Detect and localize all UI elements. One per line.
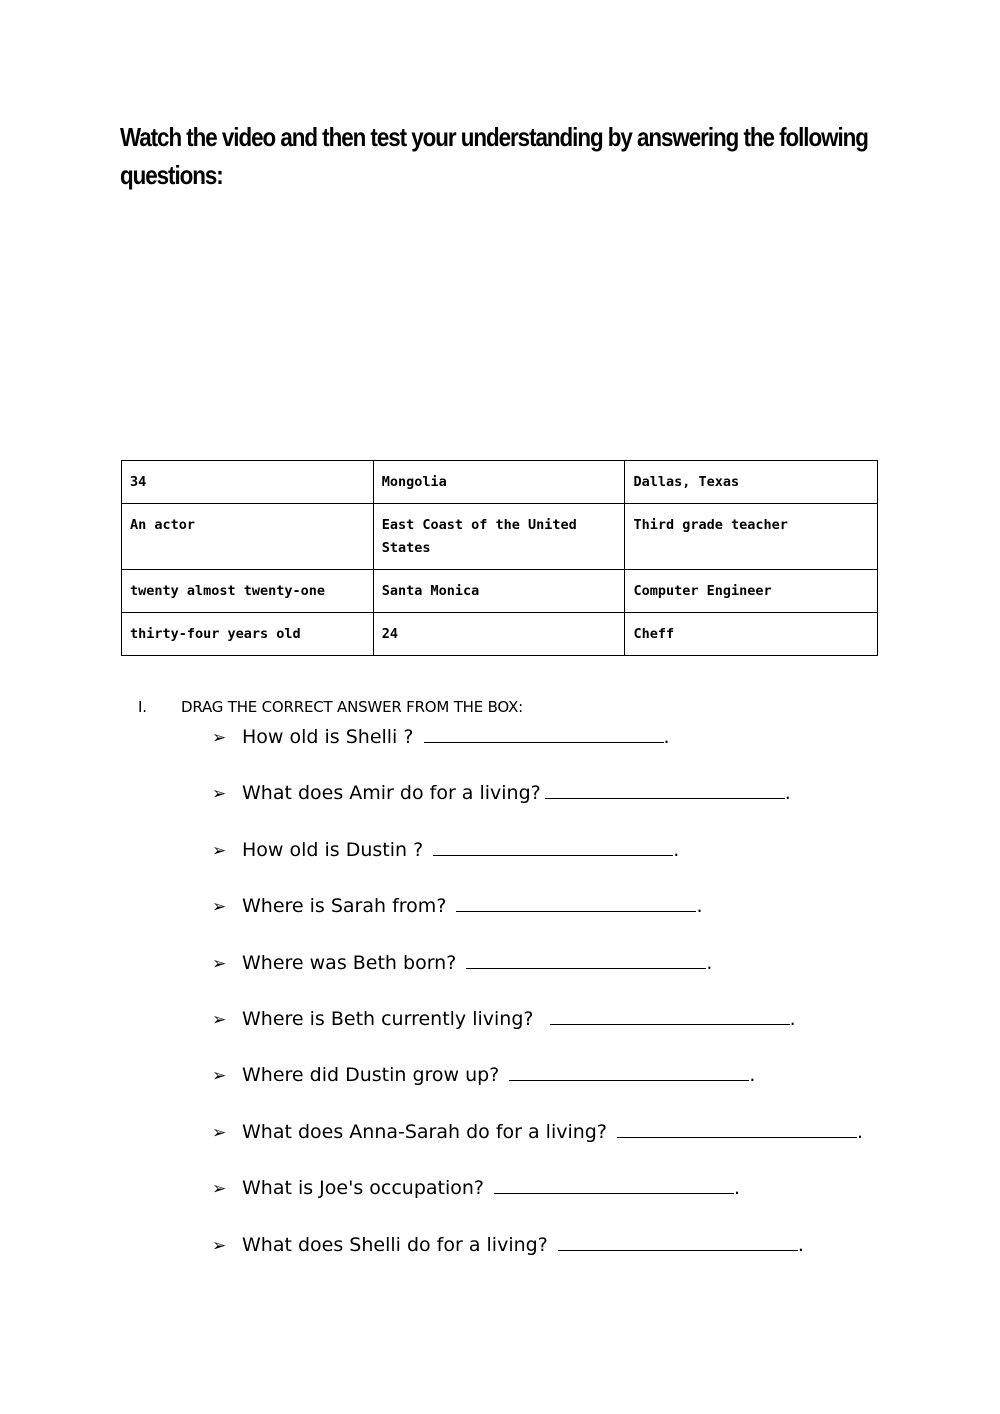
question-text: What does Amir do for a living? (242, 782, 541, 805)
answer-option[interactable]: 24 (373, 613, 625, 656)
arrowhead-bullet-icon: ➢ (212, 1066, 227, 1087)
arrowhead-bullet-icon: ➢ (212, 784, 227, 805)
list-item: ➢ How old is Dustin ? . (212, 835, 863, 891)
list-item: ➢ How old is Shelli ? . (212, 722, 863, 778)
section-numeral: I. (138, 698, 147, 716)
arrowhead-bullet-icon: ➢ (212, 1179, 227, 1200)
page-title: Watch the video and then test your understanding by answering the following questions: (120, 122, 868, 190)
question-text: Where was Beth born? (242, 951, 457, 974)
section-heading (138, 698, 523, 716)
question-text: Where did Dustin grow up? (242, 1064, 500, 1087)
answer-option[interactable]: 34 (122, 461, 374, 504)
list-item: ➢ What does Shelli do for a living? . (212, 1230, 863, 1286)
arrowhead-bullet-icon: ➢ (212, 953, 227, 974)
answer-drop-zone[interactable] (550, 1004, 790, 1025)
question-text: How old is Dustin ? (242, 838, 424, 861)
table-row (122, 504, 878, 570)
answer-option[interactable]: thirty-four years old (122, 613, 374, 656)
question-list (212, 722, 863, 1286)
arrowhead-bullet-icon: ➢ (212, 1009, 227, 1030)
answer-option[interactable]: East Coast of the United States (373, 504, 625, 570)
answer-option[interactable]: An actor (122, 504, 374, 570)
answer-drop-zone[interactable] (456, 891, 696, 912)
answer-option[interactable]: Santa Monica (373, 570, 625, 613)
answer-drop-zone[interactable] (545, 778, 785, 799)
answer-option[interactable]: Dallas, Texas (625, 461, 878, 504)
answer-drop-zone[interactable] (494, 1173, 734, 1194)
list-item: ➢ Where is Sarah from? . (212, 891, 863, 947)
answer-drop-zone[interactable] (617, 1117, 857, 1138)
table-row (122, 570, 878, 613)
question-text: What does Shelli do for a living? (242, 1233, 548, 1256)
question-text: What does Anna-Sarah do for a living? (242, 1120, 607, 1143)
question-text: How old is Shelli ? (242, 726, 414, 748)
list-item: ➢ What does Anna-Sarah do for a living? . (212, 1117, 863, 1173)
answer-box-table (121, 460, 878, 656)
list-item: ➢ Where was Beth born? . (212, 948, 863, 1004)
arrowhead-bullet-icon: ➢ (212, 840, 227, 861)
answer-option[interactable]: Third grade teacher (625, 504, 878, 570)
list-item: ➢ What does Amir do for a living? . (212, 778, 863, 834)
arrowhead-bullet-icon: ➢ (212, 1235, 227, 1256)
list-item: ➢ What is Joe's occupation? . (212, 1173, 863, 1229)
table-row (122, 461, 878, 504)
answer-option[interactable]: Computer Engineer (625, 570, 878, 613)
answer-drop-zone[interactable] (433, 835, 673, 856)
answer-drop-zone[interactable] (424, 722, 664, 743)
table-row (122, 613, 878, 656)
question-text: Where is Beth currently living? (242, 1007, 534, 1030)
answer-drop-zone[interactable] (558, 1230, 798, 1251)
answer-option[interactable]: Mongolia (373, 461, 625, 504)
question-text: What is Joe's occupation? (242, 1177, 484, 1200)
answer-option[interactable]: twenty almost twenty-one (122, 570, 374, 613)
question-text: Where is Sarah from? (242, 895, 447, 918)
list-item: ➢ Where did Dustin grow up? . (212, 1060, 863, 1116)
arrowhead-bullet-icon: ➢ (212, 897, 227, 918)
arrowhead-bullet-icon: ➢ (212, 1122, 227, 1143)
answer-drop-zone[interactable] (466, 948, 706, 969)
arrowhead-bullet-icon: ➢ (212, 728, 227, 748)
answer-drop-zone[interactable] (509, 1060, 749, 1081)
list-item: ➢ Where is Beth currently living? . (212, 1004, 863, 1060)
answer-option[interactable]: Cheff (625, 613, 878, 656)
section-instruction: DRAG THE CORRECT ANSWER FROM THE BOX: (181, 698, 524, 716)
